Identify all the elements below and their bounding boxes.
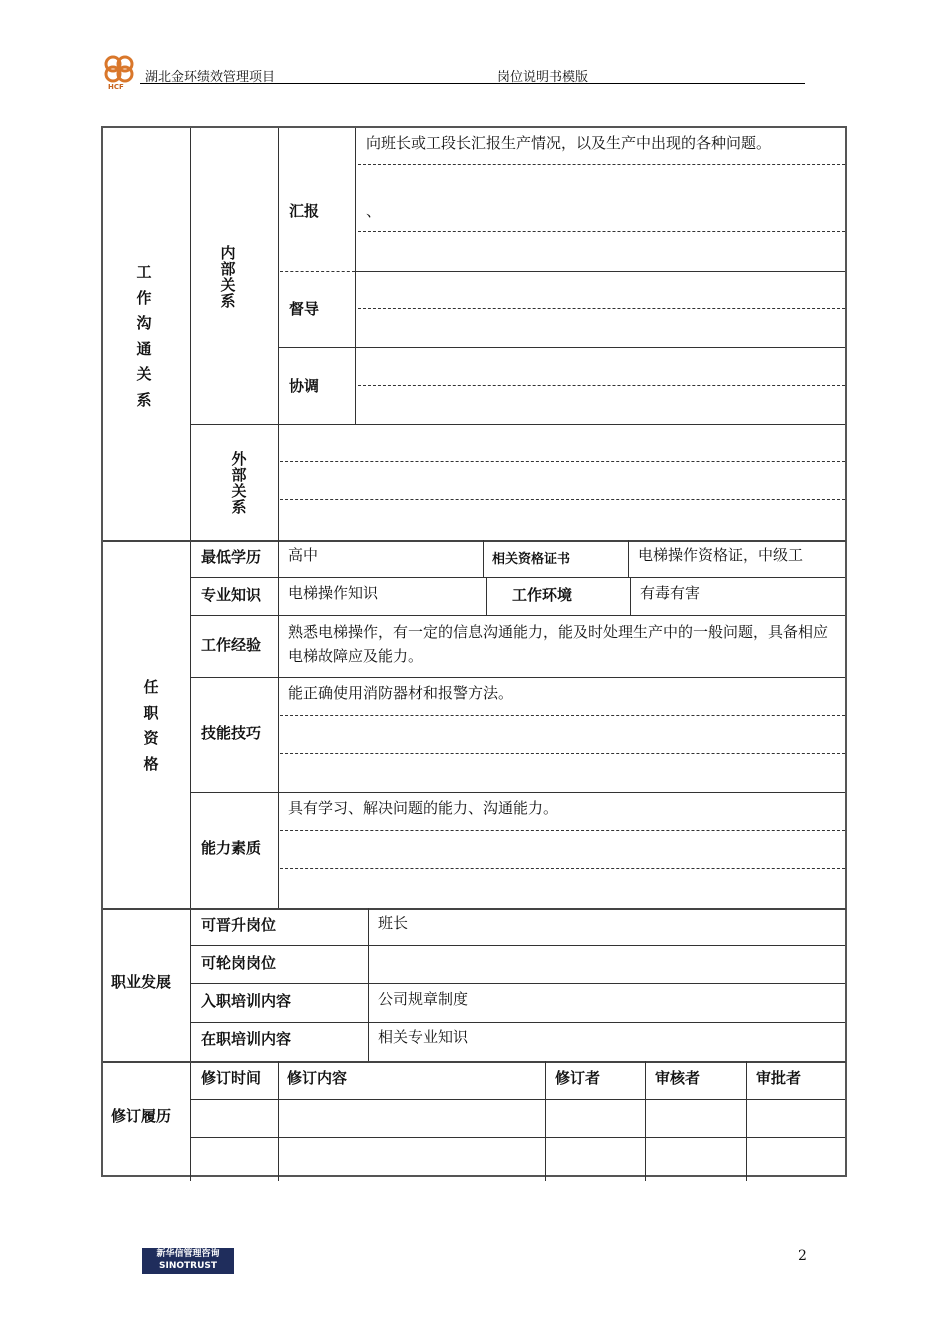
- sinotrust-logo: [142, 1248, 234, 1274]
- grid-line: [368, 908, 369, 1061]
- dashed-rule: [280, 715, 845, 716]
- onjob-training-label: 在职培训内容: [201, 1030, 292, 1048]
- reviser-header: 修订者: [555, 1069, 601, 1087]
- entry-training-value: 公司规章制度: [378, 990, 469, 1008]
- grid-line: [630, 577, 631, 615]
- dashed-rule: [358, 385, 845, 386]
- ability-value: 具有学习、解决问题的能力、沟通能力。: [288, 799, 559, 817]
- logo-line-2: SINOTRUST: [158, 1261, 217, 1271]
- skills-label: 技能技巧: [201, 724, 262, 742]
- promotion-value: 班长: [378, 914, 409, 932]
- dashed-rule: [280, 461, 845, 462]
- section-qualifications: 任职资格: [143, 678, 159, 773]
- revision-content-header: 修订内容: [287, 1069, 348, 1087]
- entry-training-label: 入职培训内容: [201, 992, 292, 1010]
- section-divider: [103, 540, 846, 542]
- environment-label: 工作环境: [512, 586, 573, 604]
- promotion-label: 可晋升岗位: [201, 916, 277, 934]
- experience-value: 熟悉电梯操作，有一定的信息沟通能力，能及时处理生产中的一般问题，具备相应电梯故障应及能力。: [288, 623, 829, 665]
- grid-line: [190, 792, 845, 793]
- grid-line: [190, 128, 191, 1181]
- knowledge-label: 专业知识: [201, 586, 262, 604]
- grid-line: [628, 540, 629, 577]
- grid-line: [278, 1061, 279, 1181]
- skills-value: 能正确使用消防器材和报警方法。: [288, 684, 514, 702]
- approver-header: 审批者: [756, 1069, 802, 1087]
- header-rule: [140, 83, 805, 84]
- coordinate-label: 协调: [289, 377, 320, 395]
- certificate-value: 电梯操作资格证，中级工: [638, 546, 804, 564]
- report-label: 汇报: [289, 202, 320, 220]
- section-communication: 工作沟通关系: [136, 263, 152, 409]
- education-value: 高中: [288, 546, 319, 564]
- grid-line: [190, 577, 845, 578]
- grid-line: [746, 1061, 747, 1181]
- experience-label: 工作经验: [201, 636, 262, 654]
- grid-line: [278, 347, 845, 348]
- rotation-label: 可轮岗岗位: [201, 954, 277, 972]
- supervise-label: 督导: [289, 300, 320, 318]
- dashed-rule: [280, 753, 845, 754]
- education-label: 最低学历: [201, 548, 262, 566]
- grid-line: [355, 271, 845, 272]
- grid-line: [280, 271, 355, 272]
- ability-label: 能力素质: [201, 839, 262, 857]
- section-career: 职业发展: [111, 973, 172, 991]
- external-relations-label: 外部关系: [231, 450, 247, 516]
- grid-line: [645, 1061, 646, 1181]
- dashed-rule: [280, 830, 845, 831]
- doc-title: 岗位说明书模版: [497, 70, 589, 85]
- knowledge-value: 电梯操作知识: [288, 584, 379, 602]
- dashed-rule: [358, 231, 845, 232]
- grid-line: [190, 1137, 845, 1138]
- project-name: 湖北金环绩效管理项目: [145, 70, 276, 85]
- grid-line: [190, 1022, 845, 1023]
- grid-line: [278, 540, 279, 908]
- dashed-rule: [280, 499, 845, 500]
- grid-line: [355, 128, 356, 425]
- auditor-header: 审核者: [655, 1069, 701, 1087]
- internal-relations-label: 内部关系: [220, 244, 236, 310]
- dashed-rule: [280, 868, 845, 869]
- section-divider: [103, 908, 846, 910]
- report-line-1: 向班长或工段长汇报生产情况，以及生产中出现的各种问题。: [366, 134, 772, 152]
- environment-value: 有毒有害: [640, 584, 701, 602]
- onjob-training-value: 相关专业知识: [378, 1028, 469, 1046]
- grid-line: [278, 128, 279, 425]
- logo-line-1: 新华信管理咨询: [156, 1249, 220, 1259]
- page-number: 2: [798, 1248, 807, 1264]
- certificate-label: 相关资格证书: [492, 552, 571, 567]
- grid-line: [190, 615, 845, 616]
- grid-line: [486, 577, 487, 615]
- revision-time-header: 修订时间: [201, 1069, 262, 1087]
- grid-line: [278, 424, 279, 540]
- section-divider: [103, 1061, 846, 1063]
- grid-line: [483, 540, 484, 577]
- report-line-2: 、: [366, 202, 382, 220]
- grid-line: [190, 424, 845, 425]
- grid-line: [190, 983, 845, 984]
- section-revision: 修订履历: [111, 1107, 172, 1125]
- grid-line: [190, 1099, 845, 1100]
- logo-text: HCF: [108, 83, 124, 91]
- grid-line: [190, 945, 845, 946]
- grid-line: [190, 677, 845, 678]
- dashed-rule: [358, 308, 845, 309]
- dashed-rule: [358, 164, 845, 165]
- grid-line: [545, 1061, 546, 1181]
